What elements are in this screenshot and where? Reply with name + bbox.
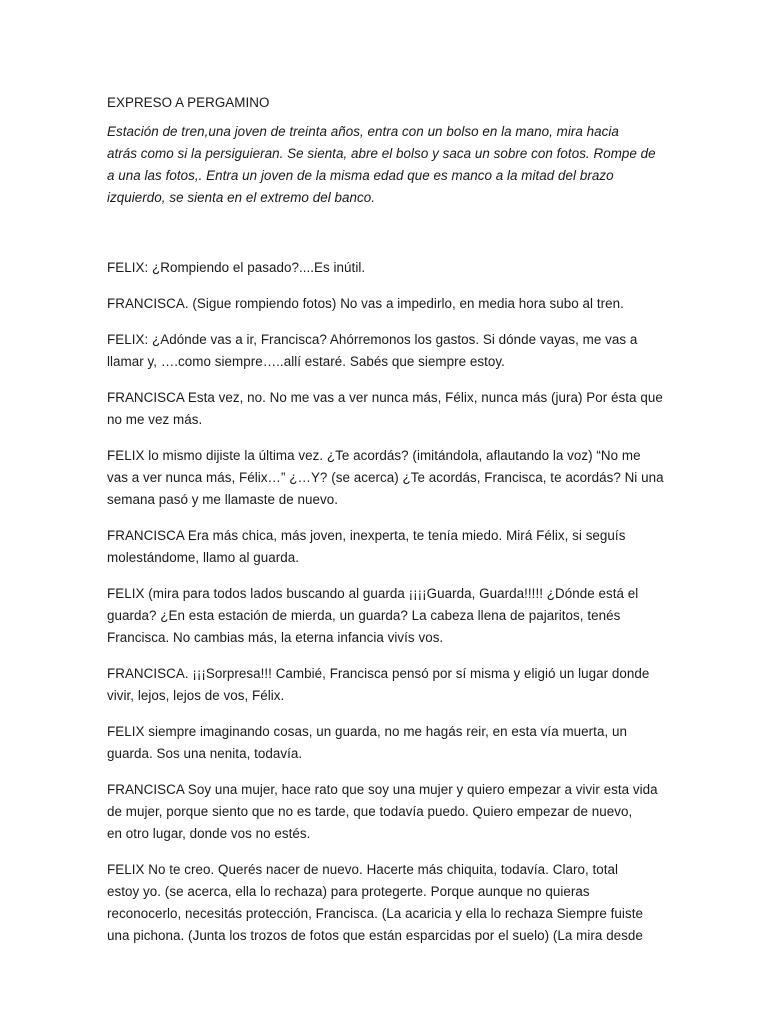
page-title: EXPRESO A PERGAMINO [107, 95, 270, 110]
dialogue-line: no me vez más. [107, 412, 203, 427]
intro-line: atrás como si la persiguieran. Se sienta, abre el bolso y saca un sobre con fotos. Rompe de [107, 146, 656, 161]
spacer [107, 209, 667, 257]
intro-line: izquierdo, se sienta en el extremo del banco. [107, 190, 375, 205]
dialogue-paragraph [107, 525, 667, 569]
intro-line: a una las fotos,. Entra un joven de la misma edad que es manco a la mitad del brazo [107, 168, 614, 183]
stage-directions [107, 121, 667, 209]
dialogue-line: FELIX No te creo. Querés nacer de nuevo. Hacerte más chiquita, todavía. Claro, total [107, 862, 619, 877]
dialogue-line: guarda? ¿En esta estación de mierda, un guarda? La cabeza llena de pajaritos, tenés [107, 608, 621, 623]
dialogue-paragraph [107, 329, 667, 373]
dialogue-line: FELIX: ¿Adónde vas a ir, Francisca? Ahórremonos los gastos. Si dónde vayas, me vas a [107, 332, 638, 347]
dialogue-line: FRANCISCA. (Sigue rompiendo fotos) No vas a impedirlo, en media hora subo al tren. [107, 296, 624, 311]
dialogue-paragraph [107, 445, 667, 511]
dialogue-line: FELIX lo mismo dijiste la última vez. ¿Te acordás? (imitándola, aflautando la voz) “No me [107, 448, 641, 463]
dialogue-line: guarda. Sos una nenita, todavía. [107, 746, 303, 761]
dialogue-line: en otro lugar, donde vos no estés. [107, 826, 311, 841]
dialogue-paragraph [107, 257, 667, 279]
dialogue-line: FELIX (mira para todos lados buscando al guarda ¡¡¡¡Guarda, Guarda!!!!! ¿Dónde está el [107, 586, 639, 601]
dialogue-paragraph [107, 387, 667, 431]
dialogue-paragraph [107, 293, 667, 315]
dialogue-line: FRANCISCA Esta vez, no. No me vas a ver nunca más, Félix, nunca más (jura) Por ésta que [107, 390, 663, 405]
dialogue-line: FRANCISCA Soy una mujer, hace rato que soy una mujer y quiero empezar a vivir esta vida [107, 782, 658, 797]
dialogue-line: semana pasó y me llamaste de nuevo. [107, 492, 339, 507]
dialogue [107, 257, 667, 947]
dialogue-line: FRANCISCA. ¡¡¡Sorpresa!!! Cambié, Francisca pensó por sí misma y eligió un lugar donde [107, 666, 650, 681]
dialogue-line: de mujer, porque siento que no es tarde, que todavía puedo. Quiero empezar de nuevo, [107, 804, 633, 819]
dialogue-paragraph [107, 583, 667, 649]
dialogue-paragraph [107, 721, 667, 765]
dialogue-line: molestándome, llamo al guarda. [107, 550, 300, 565]
dialogue-line: una pichona. (Junta los trozos de fotos que están esparcidas por el suelo) (La mira desde [107, 928, 643, 943]
dialogue-line: FRANCISCA Era más chica, más joven, inexperta, te tenía miedo. Mirá Félix, si seguís [107, 528, 626, 543]
dialogue-line: vas a ver nunca más, Félix…” ¿…Y? (se acerca) ¿Te acordás, Francisca, te acordás? Ni una [107, 470, 664, 485]
dialogue-line: FELIX: ¿Rompiendo el pasado?....Es inútil. [107, 260, 366, 275]
script-body [107, 92, 667, 961]
dialogue-line: FELIX siempre imaginando cosas, un guarda, no me hagás reir, en esta vía muerta, un [107, 724, 627, 739]
dialogue-line: Francisca. No cambias más, la eterna infancia vivís vos. [107, 630, 444, 645]
dialogue-line: vivir, lejos, lejos de vos, Félix. [107, 688, 285, 703]
dialogue-paragraph [107, 663, 667, 707]
dialogue-line: llamar y, ….como siempre…..allí estaré. Sabés que siempre estoy. [107, 354, 505, 369]
dialogue-paragraph [107, 779, 667, 845]
intro-line: Estación de tren,una joven de treinta años, entra con un bolso en la mano, mira hacia [107, 124, 619, 139]
dialogue-line: reconocerlo, necesitás protección, Francisca. (La acaricia y ella lo rechaza Siempre fuiste [107, 906, 643, 921]
dialogue-paragraph [107, 859, 667, 947]
dialogue-line: estoy yo. (se acerca, ella lo rechaza) para protegerte. Porque aunque no quieras [107, 884, 590, 899]
